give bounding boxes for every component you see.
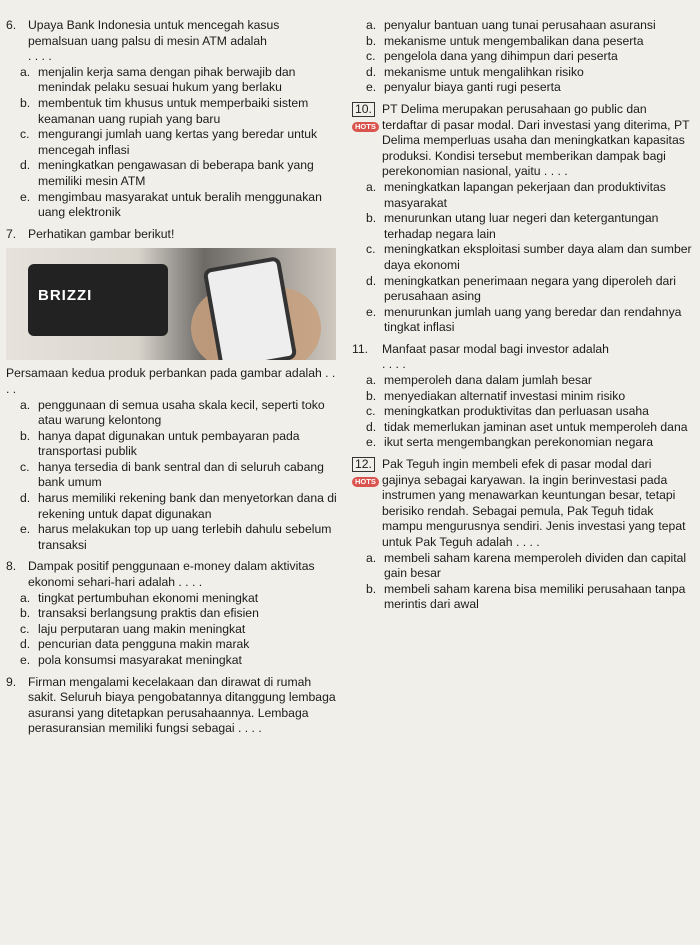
option[interactable] — [20, 460, 340, 491]
question-stem: Persamaan kedua produk perbankan pada gambar adalah . . . . — [6, 366, 336, 396]
option-text: meningkatkan penerimaan negara yang diperoleh dari perusahaan asing — [384, 273, 677, 304]
option-letter: b. — [366, 33, 377, 48]
question-number: 9. — [6, 674, 17, 689]
option-text: mekanisme untuk mengembalikan dana peserta — [384, 33, 644, 48]
question-number-block — [352, 457, 382, 551]
option[interactable] — [20, 491, 340, 522]
option-letter: a. — [366, 373, 377, 388]
option-letter: e. — [20, 189, 31, 204]
right-column — [352, 18, 692, 613]
option-letter: e. — [366, 80, 377, 95]
question-7 — [6, 227, 340, 554]
option-letter: c. — [366, 49, 376, 64]
option-text: transaksi berlangsung praktis dan efisien — [38, 606, 259, 621]
question-9 — [6, 675, 340, 737]
option-text: mekanisme untuk mengalihkan risiko — [384, 64, 584, 79]
option[interactable] — [366, 49, 692, 65]
option[interactable] — [366, 435, 692, 451]
option[interactable] — [366, 305, 692, 336]
option-letter: c. — [366, 242, 376, 257]
option-text: menurunkan jumlah uang yang beredar dan rendahnya tingkat inflasi — [384, 304, 682, 335]
question-text: Upaya Bank Indonesia untuk mencegah kasus pemalsuan uang palsu di mesin ATM adalah — [28, 18, 280, 48]
option[interactable] — [366, 242, 692, 273]
option-letter: a. — [366, 18, 377, 32]
question-10 — [352, 102, 692, 336]
option[interactable] — [20, 398, 340, 429]
option[interactable] — [366, 34, 692, 50]
option[interactable] — [366, 373, 692, 389]
option-text: penggunaan di semua usaha skala kecil, seperti toko atau warung kelontong — [38, 397, 325, 428]
option-text: menyediakan alternatif investasi minim risiko — [384, 388, 626, 403]
option-text: membentuk tim khusus untuk memperbaiki sistem keamanan uang rupiah yang baru — [38, 95, 309, 126]
hots-badge: HOTS — [352, 477, 379, 487]
option-text: hanya tersedia di bank sentral dan di seluruh cabang bank umum — [38, 459, 324, 490]
question-number: 8. — [6, 559, 17, 574]
option[interactable] — [366, 404, 692, 420]
option[interactable] — [366, 274, 692, 305]
brizzi-card — [28, 264, 168, 336]
option-text: membeli saham karena memperoleh dividen dan capital gain besar — [384, 550, 687, 581]
question-number: 7. — [6, 226, 17, 241]
option-text: hanya dapat digunakan untuk pembayaran pada transportasi publik — [38, 428, 300, 459]
option-letter: d. — [20, 637, 31, 652]
option-letter: b. — [20, 428, 31, 443]
option[interactable] — [366, 551, 692, 582]
left-column — [6, 18, 340, 737]
option-letter: e. — [366, 435, 377, 450]
question-number: 12. — [352, 457, 375, 472]
question-text: Pak Teguh ingin membeli efek di pasar modal dari gajinya sebagai karyawan. Ia ingin berinvestasi pada instrumen yang menawarkan keuntungan besar, tetapi berisiko rendah. Sebagai pemula, Pak Teguh tidak mampu mengurusnya sendiri. Jenis investasi yang tepat untuk Pak Teguh adalah . . . . — [382, 457, 686, 549]
option-text: pengelola dana yang dihimpun dari peserta — [384, 49, 618, 64]
option-letter: b. — [20, 606, 31, 621]
option[interactable] — [20, 522, 340, 553]
option-text: mengimbau masyarakat untuk beralih menggunakan uang elektronik — [38, 189, 322, 220]
option[interactable] — [366, 582, 692, 613]
question-number: 6. — [6, 18, 17, 32]
question-6 — [6, 18, 340, 221]
option-text: meningkatkan produktivitas dan perluasan usaha — [384, 404, 649, 419]
option[interactable] — [366, 389, 692, 405]
option-text: penyalur biaya ganti rugi peserta — [384, 80, 561, 95]
option-letter: b. — [366, 388, 377, 403]
option-letter: d. — [20, 491, 31, 506]
question-9-options — [352, 18, 692, 96]
option-text: laju perputaran uang makin meningkat — [38, 621, 246, 636]
option-letter: c. — [20, 127, 30, 142]
option-letter: d. — [366, 64, 377, 79]
option[interactable] — [20, 190, 340, 221]
option-text: pola konsumsi masyarakat meningkat — [38, 653, 242, 667]
option-text: mengurangi jumlah uang kertas yang beredar untuk mencegah inflasi — [38, 127, 318, 157]
question-text: PT Delima merupakan perusahaan go public dan terdaftar di pasar modal. Dari investasi yang diterima, PT Delima memperluas usaha dan meningkatkan kapasitas produksi. Kondisi tersebut memberikan dampak bagi perekonomian nasional, yaitu . . . . — [382, 101, 690, 179]
option[interactable] — [20, 591, 340, 607]
product-image — [6, 248, 336, 360]
option-letter: a. — [366, 179, 377, 194]
option[interactable] — [20, 653, 340, 669]
option-letter: e. — [20, 653, 31, 667]
option[interactable] — [20, 158, 340, 189]
option[interactable] — [366, 18, 692, 34]
answer-blank: . . . . — [28, 49, 52, 64]
question-text: Firman mengalami kecelakaan dan dirawat di rumah sakit. Seluruh biaya pengobatannya ditanggung lembaga asuransi yang ditetapkan perusahaannya. Lembaga perasuransian memiliki fungsi sebagai . . . . — [28, 674, 336, 736]
option-letter: c. — [20, 459, 30, 474]
smartphone-icon — [203, 256, 298, 360]
option-letter: d. — [366, 273, 377, 288]
option[interactable] — [20, 429, 340, 460]
option[interactable] — [20, 65, 340, 96]
option-letter: d. — [20, 158, 31, 173]
option-text: meningkatkan eksploitasi sumber daya alam dan sumber daya ekonomi — [384, 242, 692, 272]
question-text: Dampak positif penggunaan e-money dalam aktivitas ekonomi sehari-hari adalah . . . . — [28, 559, 315, 590]
option[interactable] — [366, 80, 692, 96]
option[interactable] — [366, 420, 692, 436]
option-letter: a. — [20, 64, 31, 79]
option-text: tidak memerlukan jaminan aset untuk memperoleh dana — [384, 419, 688, 434]
option-letter: c. — [20, 621, 30, 636]
option-text: harus melakukan top up uang terlebih dahulu sebelum transaksi — [38, 522, 332, 552]
question-number: 11. — [352, 341, 369, 356]
option-letter: b. — [366, 211, 377, 226]
option-text: meningkatkan pengawasan di beberapa bank yang memiliki mesin ATM — [38, 158, 314, 188]
option-text: penyalur bantuan uang tunai perusahaan asuransi — [384, 18, 656, 32]
option-text: menjalin kerja sama dengan pihak berwajib dan menindak pelaku sesuai hukum yang berlaku — [38, 64, 296, 95]
question-8 — [6, 559, 340, 668]
option-letter: d. — [366, 419, 377, 434]
option-letter: e. — [366, 304, 377, 319]
option[interactable] — [366, 211, 692, 242]
card-brand: BRIZZI — [38, 287, 93, 305]
option[interactable] — [20, 622, 340, 638]
option-letter: a. — [20, 397, 31, 412]
option[interactable] — [20, 637, 340, 653]
option-text: harus memiliki rekening bank dan menyetorkan dana di rekening untuk dapat digunakan — [38, 491, 337, 521]
option-letter: c. — [366, 404, 376, 419]
option-text: membeli saham karena bisa memiliki perusahaan tanpa merintis dari awal — [384, 581, 686, 612]
question-text: Manfaat pasar modal bagi investor adalah — [382, 341, 609, 356]
option-letter: a. — [20, 590, 31, 605]
hots-badge: HOTS — [352, 122, 379, 132]
question-number: 10. — [352, 102, 375, 117]
option-text: tingkat pertumbuhan ekonomi meningkat — [38, 590, 259, 605]
option-text: menurunkan utang luar negeri dan ketergantungan terhadap negara lain — [384, 211, 659, 241]
option-letter: b. — [20, 95, 31, 110]
question-text: Perhatikan gambar berikut! — [28, 226, 175, 241]
option[interactable] — [366, 180, 692, 211]
option[interactable] — [20, 127, 340, 158]
answer-blank: . . . . — [382, 357, 406, 372]
question-number-block — [352, 102, 382, 180]
option-text: memperoleh dana dalam jumlah besar — [384, 373, 592, 388]
option-text: ikut serta mengembangkan perekonomian negara — [384, 435, 653, 450]
option-letter: b. — [366, 581, 377, 596]
option-letter: e. — [20, 522, 31, 537]
option-text: pencurian data pengguna makin marak — [38, 637, 250, 652]
option[interactable] — [366, 65, 692, 81]
option-letter: a. — [366, 550, 377, 565]
option-text: meningkatkan lapangan pekerjaan dan produktivitas masyarakat — [384, 179, 666, 210]
question-11 — [352, 342, 692, 451]
option[interactable] — [20, 606, 340, 622]
option[interactable] — [20, 96, 340, 127]
question-12 — [352, 457, 692, 613]
